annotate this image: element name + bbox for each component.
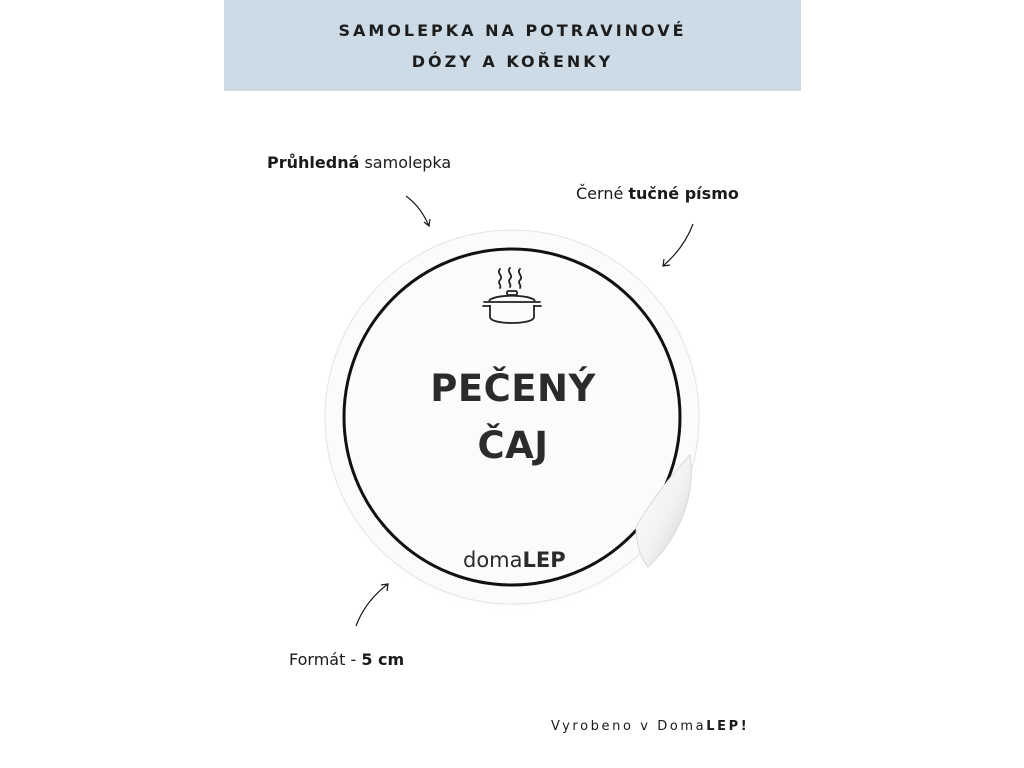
annotation-transparent-sticker [267,153,451,172]
header-banner [224,0,801,91]
annotation-transparent-bold: Průhledná [267,153,360,172]
annotation-font-text: Černé [576,184,629,203]
footer-brand: LEP! [706,719,750,734]
banner-title-line-2: DÓZY A KOŘENKY [411,51,614,71]
logo-text-regular: doma [463,548,523,572]
sticker-title-line-1: PEČENÝ [430,367,596,410]
annotation-format [289,650,404,669]
logo-text-bold: LEP [522,548,566,572]
footer-credit [551,719,749,734]
annotation-format-bold: 5 cm [361,650,405,669]
banner-title-line-1: SAMOLEPKA NA POTRAVINOVÉ [338,20,687,40]
annotation-font-bold: tučné písmo [628,184,739,203]
sticker [318,227,708,617]
sticker-title-line-2: ČAJ [477,424,549,467]
brand-logo [463,548,566,572]
annotation-transparent-text: samolepka [359,153,452,172]
arrow-transparent-icon [400,192,440,232]
cooking-pot-steam-icon [478,265,548,329]
annotation-black-bold-font [576,184,739,203]
footer-text: Vyrobeno v Doma [551,719,707,734]
annotation-format-text: Formát - [289,650,362,669]
